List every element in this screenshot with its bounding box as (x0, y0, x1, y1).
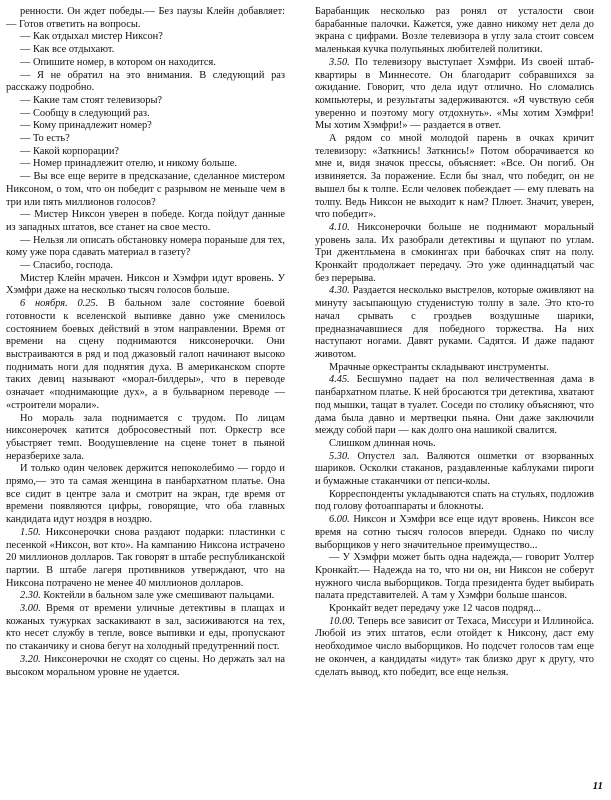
paragraph (315, 552, 594, 603)
time-stamp: 2.30. (20, 590, 41, 602)
paragraph (315, 374, 594, 438)
time-stamp: 5.30. (329, 450, 350, 462)
paragraph (6, 57, 285, 70)
paragraph-text: — Спасибо, господа. (20, 260, 113, 272)
paragraph-text: — Номер принадлежит отелю, и никому больше. (20, 158, 237, 170)
paragraph (315, 222, 594, 286)
paragraph-text: — Я не обратил на это внимания. В следующий раз расскажу подробно. (6, 69, 285, 94)
paragraph (6, 31, 285, 44)
paragraph (6, 6, 285, 31)
paragraph (6, 70, 285, 95)
time-stamp: 3.20. (20, 653, 41, 665)
paragraph-text: Мистер Клейн мрачен. Никсон и Хэмфри идут вровень. У Хэмфри даже на несколько тысяч голосов больше. (6, 272, 285, 297)
paragraph (315, 514, 594, 552)
time-stamp: 3.00. (20, 603, 41, 615)
paragraph-text: Опустел зал. Валяются ошметки от взорванных шариков. Осколки стаканов, раздавленные каблуками пироги и бумажные стаканчики от пепси-колы. (315, 450, 594, 488)
paragraph-text: Никсонерочки снова раздают подарки: пластинки с песенкой «Никсон, вот кто». На кампанию Никсона истрачено 20 миллионов долларов. Так говорят в штабе республиканской партии. В штабе лагеря противников утверждают, что на Никсона потрачено не менее 40 миллионов долларов. (6, 526, 285, 589)
paragraph-text: Время от времени уличные детективы в плащах и кожаных тужурках заскакивают в зал, засиживаются на тех, кто несет службу в тепле, вовсе выпивки и еды, пропускают по стаканчику и снова бегут на холодный предутренний пост. (6, 603, 285, 653)
paragraph-text: — То есть? (20, 133, 70, 145)
paragraph (315, 603, 594, 616)
time-stamp: 1.50. (20, 526, 41, 538)
paragraph-text: — Кому принадлежит номер? (20, 120, 152, 132)
paragraph (6, 590, 285, 603)
paragraph-text: А рядом со мной молодой парень в очках кричит телевизору: «Заткнись! Заткнись!» Потом оборачивается ко мне и, видя значок прессы, объясняет: «Все. Он погиб. Он извиняется. За поражение. Если бы знал, что победит, он не вышел бы к толпе. Если человек побеждает — ему плевать на толпу. Ведь Никсон не выходит к нам? Плюет. Значит, уверен, что победит». (315, 133, 594, 221)
page-number: 11 (592, 780, 603, 792)
paragraph (6, 146, 285, 159)
paragraph-text: Никсонерочки не сходят со сцены. Но держать зал на высоком моральном уровне не удается. (6, 653, 285, 678)
paragraph (6, 463, 285, 527)
paragraph (6, 209, 285, 234)
paragraph (315, 451, 594, 489)
paragraph (6, 235, 285, 260)
paragraph-text: Мрачные оркестранты складывают инструменты. (329, 361, 549, 373)
paragraph (315, 438, 594, 451)
paragraph-text: — Как отдыхал мистер Никсон? (20, 31, 163, 43)
paragraph (315, 6, 594, 57)
paragraph-text: — Мистер Никсон уверен в победе. Когда пойдут данные из западных штатов, все станет на свое место. (6, 209, 285, 233)
paragraph-text: Никсон и Хэмфри все еще идут вровень. Никсон все время на сотню тысяч голосов впереди. Однако по числу выборщиков у него значительное преимущество... (315, 514, 594, 551)
paragraph (315, 362, 594, 375)
time-stamp: 4.10. (329, 221, 350, 233)
paragraph-text: — Какие там стоят телевизоры? (20, 94, 163, 106)
paragraph-text: — Нельзя ли описать обстановку номера пораньше для тех, кому уже пора сдавать материал в газету? (6, 234, 285, 259)
paragraph (6, 108, 285, 121)
time-stamp: 6.00. (329, 514, 350, 526)
paragraph (6, 273, 285, 298)
paragraph-text: Слишком длинная ночь. (329, 437, 436, 449)
paragraph-text: По телевизору выступает Хэмфри. Из своей штаб-квартиры в Миннесоте. Он благодарит собравшихся за ожидание. Говорит, что дела идут отлично. Но сломались компьютеры, и результаты задерживаются. «Я чувствую себя уверенно и поэтому могу отдохнуть». «Мы хотим Хэмфри! Мы хотим Хэмфри!» — раздается в ответ. (315, 56, 594, 132)
paragraph (6, 44, 285, 57)
paragraph (6, 527, 285, 591)
paragraph-text: — Как все отдыхают. (20, 44, 115, 56)
paragraph-text: Барабанщик несколько раз ронял от усталости свои барабанные палочки. Кажется, уже давно никому нет дела до экрана с цифрами. Возле телевизора в углу зала стоит совсем маленькая кучка полупьяных любителей политики. (315, 6, 594, 56)
paragraph-text: ренности. Он ждет победы.— Без паузы Клейн добавляет: — Готов ответить на вопросы. (6, 6, 285, 30)
paragraph (6, 158, 285, 171)
paragraph-text: — У Хэмфри может быть одна надежда,— говорит Уолтер Кронкайт.— Надежда на то, что ни он, ни Никсон не соберут нужного числа выборщиков. Тогда президента будет выбирать палата представителей. А там у Хэмфри больше шансов. (315, 552, 594, 602)
paragraph (315, 489, 594, 514)
paragraph-text: Бесшумно падает на пол величественная дама в панбархатном платье. К ней бросаются три детектива, хватают под мышки, тащат в туалет. Соседи по столику объясняют, что дама была давно и мертвецки пьяна. Они даже заключили между собой пари — как долго она нашикой свалится. (315, 374, 594, 437)
time-stamp: 4.45. (329, 374, 350, 386)
paragraph (6, 654, 285, 679)
paragraph-text: Теперь все зависит от Техаса, Миссури и Иллинойса. Любой из этих штатов, если отойдет к Никсону, даст ему необходимое число выборщиков. Но подсчет голосов там еще не окончен, а кандидаты «идут» так близко друг к другу, что сделать вывод, кто победит, все еще нельзя. (315, 615, 594, 678)
time-stamp: 10.00. (329, 615, 355, 627)
paragraph-text: Коктейли в бальном зале уже смешивают пальцами. (43, 590, 275, 602)
paragraph (6, 260, 285, 273)
paragraph-text: Никсонерочки больше не поднимают моральный уровень зала. Их разобрали детективы и щупают по углам. Три джентльмена в смокингах при бабочках спят на полу. Кронкайт продолжает передачу. Это уже одиннадцатый час без перерыва. (315, 221, 594, 284)
paragraph-text: — Опишите номер, в котором он находится. (20, 56, 216, 68)
paragraph-text: Раздается несколько выстрелов, которые оживляют на минуту засыпающую студенистую толпу в зале. Это кто-то начал срывать с гроздьев воздушные шарики, предназначавшиеся для победного торжества. На них наступают ногами. Давят руками. Садятся. И даже падают животом. (315, 285, 594, 360)
paragraph (315, 616, 594, 680)
paragraph-text: Кронкайт ведет передачу уже 12 часов подряд... (329, 603, 542, 615)
time-stamp: 3.50. (329, 56, 350, 68)
paragraph-text: В бальном зале состояние боевой готовности к вселенской выпивке давно уже сменилось состоянием боевых действий в этом направлении. Время от времени на сцену поднимаются никсонерочки. Они выстраиваются в ряд и под джазовый галоп начинают высоко поднимать ноги для поднятия духа. В американском спорте таких девиц называют «морал-билдеры», что в переводе означает «поднимающие дух», а в бульварном переводе — «строители морали». (6, 298, 285, 411)
paragraph (315, 57, 594, 133)
paragraph-text: Но мораль зала поднимается с трудом. По лицам никсонерочек катится добросовестный пот. Оркестр все убыстряет темп. Воодушевление на сцене тонет в пьяной неразберихе зала. (6, 412, 285, 462)
paragraph-text: И только один человек держится непоколебимо — гордо и прямо,— это та самая женщина в панбархатном платье. Она все сидит в центре зала и смотрит на экран, где время от времени появляются цифры, говорящие, что оба главных кандидата идут ноздря в ноздрю. (6, 463, 285, 526)
paragraph (6, 95, 285, 108)
time-stamp: 6 ноября. 0.25. (20, 298, 99, 310)
paragraph (6, 413, 285, 464)
paragraph (6, 298, 285, 412)
left-text-column (6, 6, 285, 679)
paragraph (6, 603, 285, 654)
paragraph-text: — Вы все еще верите в предсказание, сделанное мистером Никсоном, о том, что он победит с разрывом не меньше чем в три или пять миллионов голосов? (6, 171, 285, 208)
paragraph-text: Корреспонденты укладываются спать на стульях, подложив под голову фотоаппараты и блокноты. (315, 488, 594, 513)
paragraph (6, 120, 285, 133)
paragraph (6, 133, 285, 146)
paragraph (6, 171, 285, 209)
paragraph (315, 285, 594, 361)
right-text-column (315, 6, 594, 679)
paragraph-text: — Сообщу в следующий раз. (20, 107, 150, 119)
paragraph (315, 133, 594, 222)
time-stamp: 4.30. (329, 285, 350, 297)
paragraph-text: — Какой корпорации? (20, 145, 120, 157)
